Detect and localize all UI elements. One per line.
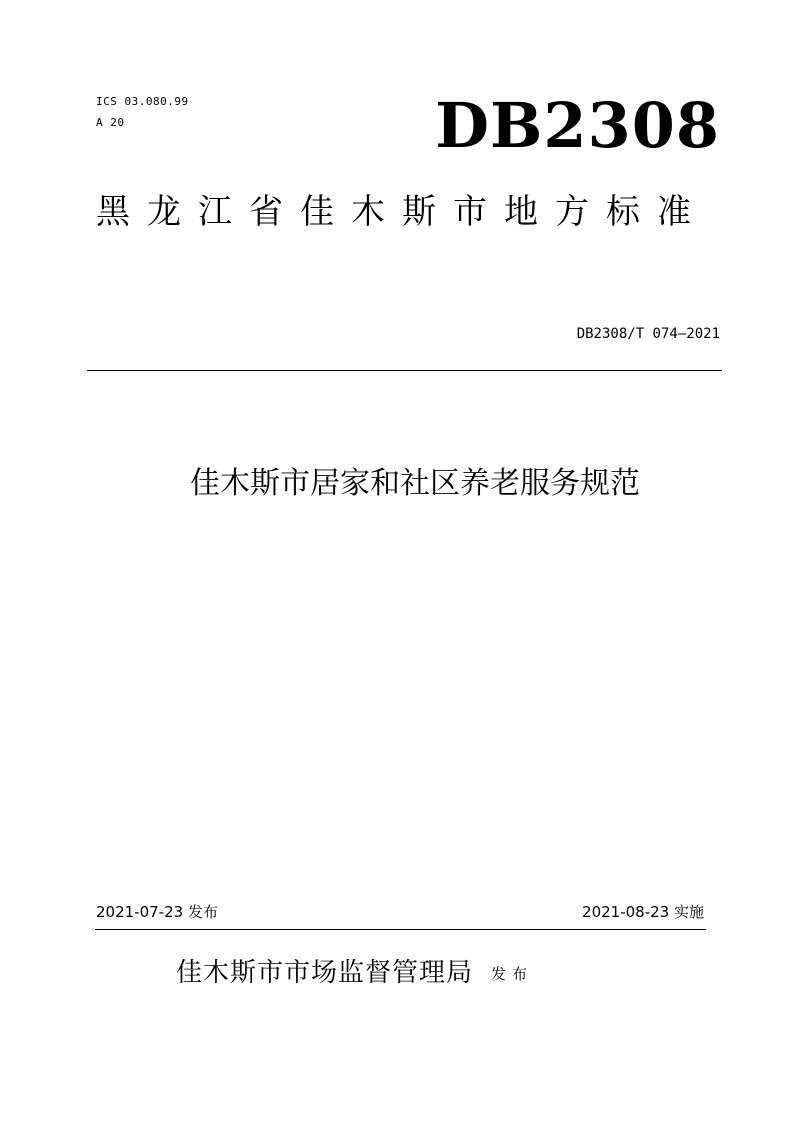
footer-divider [95,929,706,930]
issue-date: 2021-07-23 发布 [96,903,218,921]
publisher-line [176,953,533,994]
publisher-suffix: 发布 [491,965,534,983]
classification-code: A 20 [96,116,125,129]
implementation-date: 2021-08-23 实施 [582,903,704,921]
document-title: 佳木斯市居家和社区养老服务规范 [190,466,640,501]
ics-code: ICS 03.080.99 [96,95,189,108]
header-divider [87,370,722,371]
standard-category: 黑龙江省佳木斯市地方标准 [96,192,708,232]
standard-logo: DB2308 [435,89,720,162]
standard-number: DB2308/T 074—2021 [576,326,720,342]
publisher-name: 佳木斯市市场监督管理局 [176,958,474,988]
